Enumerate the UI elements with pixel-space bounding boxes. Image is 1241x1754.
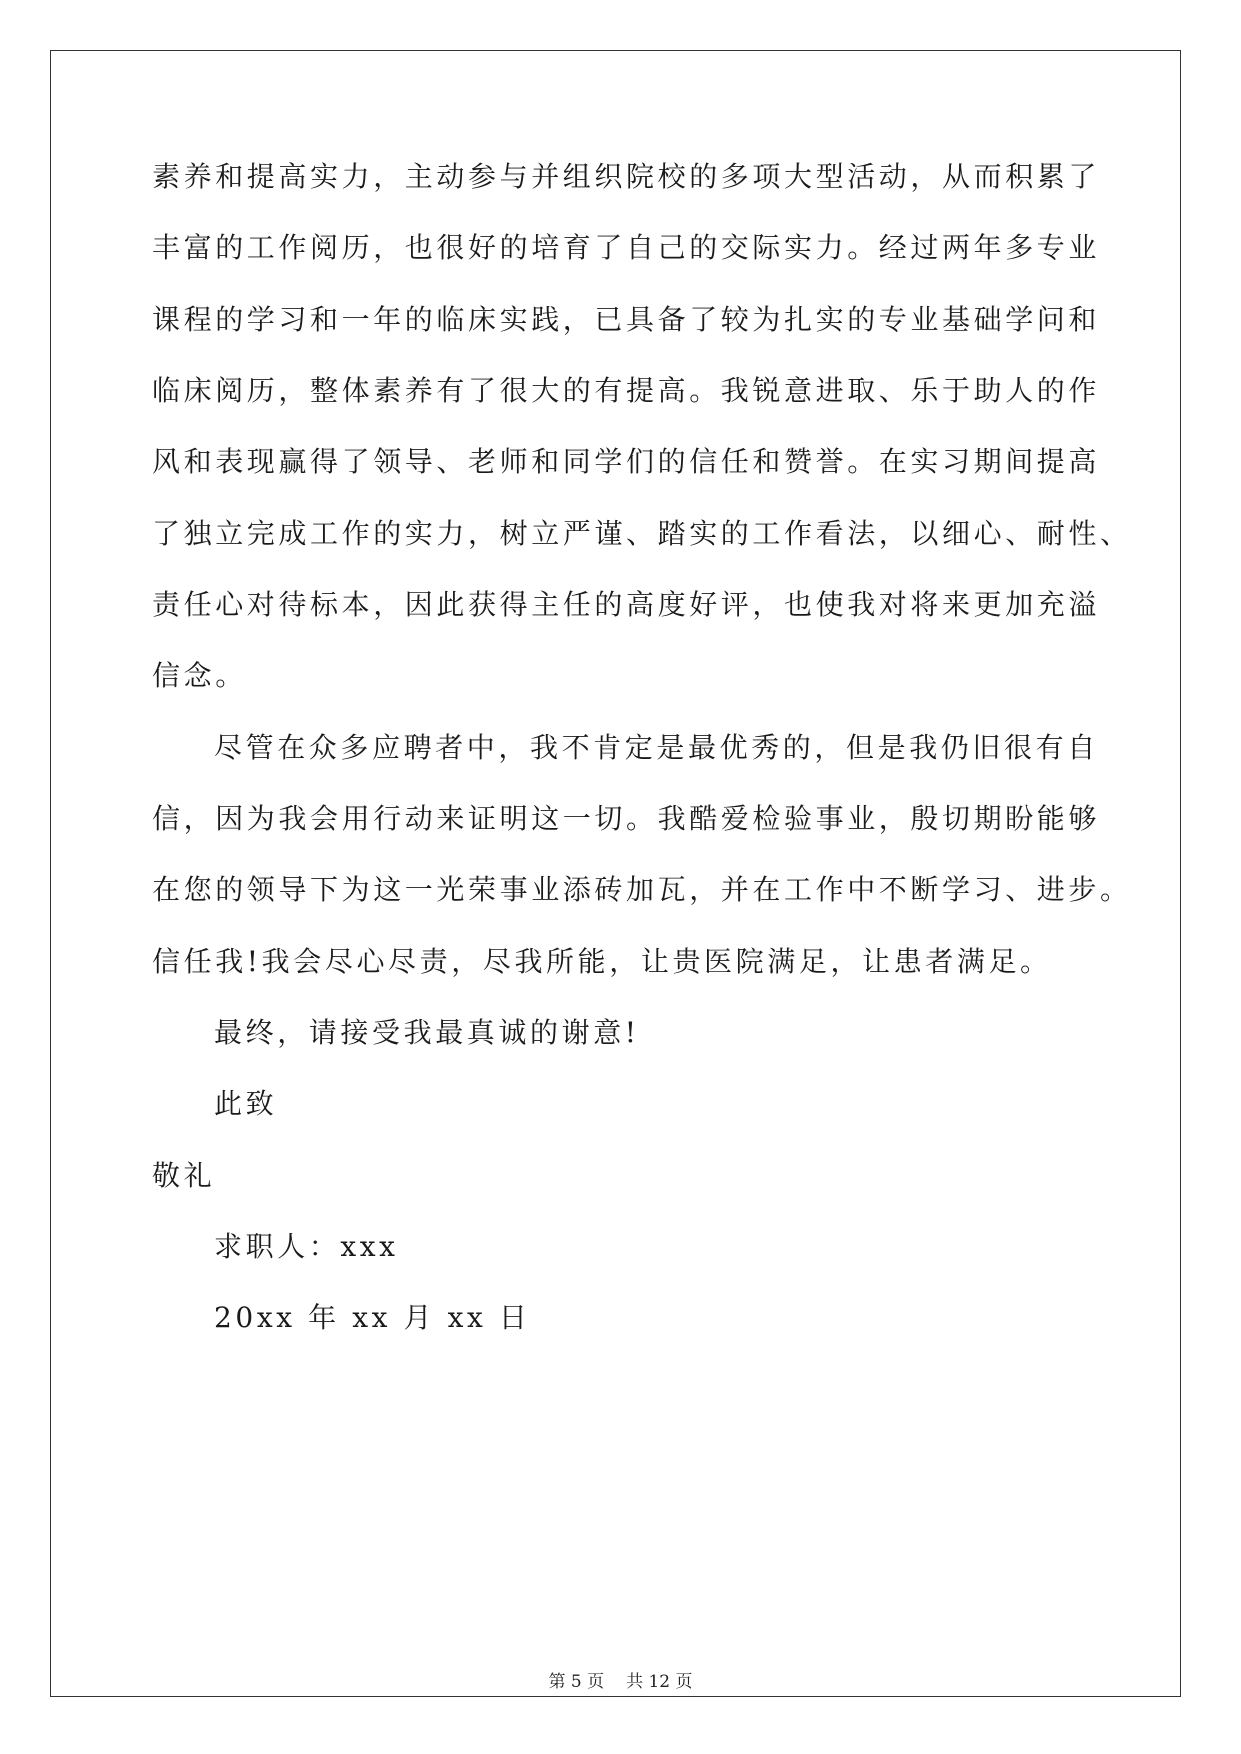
signature-date: 20xx 年 xx 月 xx 日 [214,1301,531,1334]
text-line: 责任心对待标本，因此获得主任的高度好评，也使我对将来更加充溢 [152,588,1101,621]
text-line: 信念。 [152,659,247,692]
text-line: 课程的学习和一年的临床实践，已具备了较为扎实的专业基础学问和 [152,303,1101,336]
salutation-cizhi: 此致 [214,1087,278,1120]
text-line: 临床阅历，整体素养有了很大的有提高。我锐意进取、乐于助人的作 [152,374,1101,407]
page-number: 第 5 页 [548,1672,605,1692]
text-line: 在您的领导下为这一光荣事业添砖加瓦，并在工作中不断学习、进步。 [152,873,1132,906]
paragraph-start-line: 尽管在众多应聘者中，我不肯定是最优秀的，但是我仍旧很有自 [214,731,1099,764]
closing-thanks: 最终，请接受我最真诚的谢意! [214,1016,640,1049]
page-footer [0,1674,1241,1691]
text-line: 信任我!我会尽心尽责，尽我所能，让贵医院满足，让患者满足。 [152,945,1052,978]
text-line: 丰富的工作阅历，也很好的培育了自己的交际实力。经过两年多专业 [152,231,1101,264]
text-line: 风和表现赢得了领导、老师和同学们的信任和赞誉。在实习期间提高 [152,445,1101,478]
salutation-jingli: 敬礼 [152,1159,216,1192]
text-line: 信，因为我会用行动来证明这一切。我酷爱检验事业，殷切期盼能够 [152,802,1101,835]
total-pages: 共 12 页 [626,1672,693,1692]
applicant-signature: 求职人：xxx [214,1230,399,1263]
text-line: 了独立完成工作的实力，树立严谨、踏实的工作看法，以细心、耐性、 [152,517,1132,550]
text-line: 素养和提高实力，主动参与并组织院校的多项大型活动，从而积累了 [152,160,1101,193]
